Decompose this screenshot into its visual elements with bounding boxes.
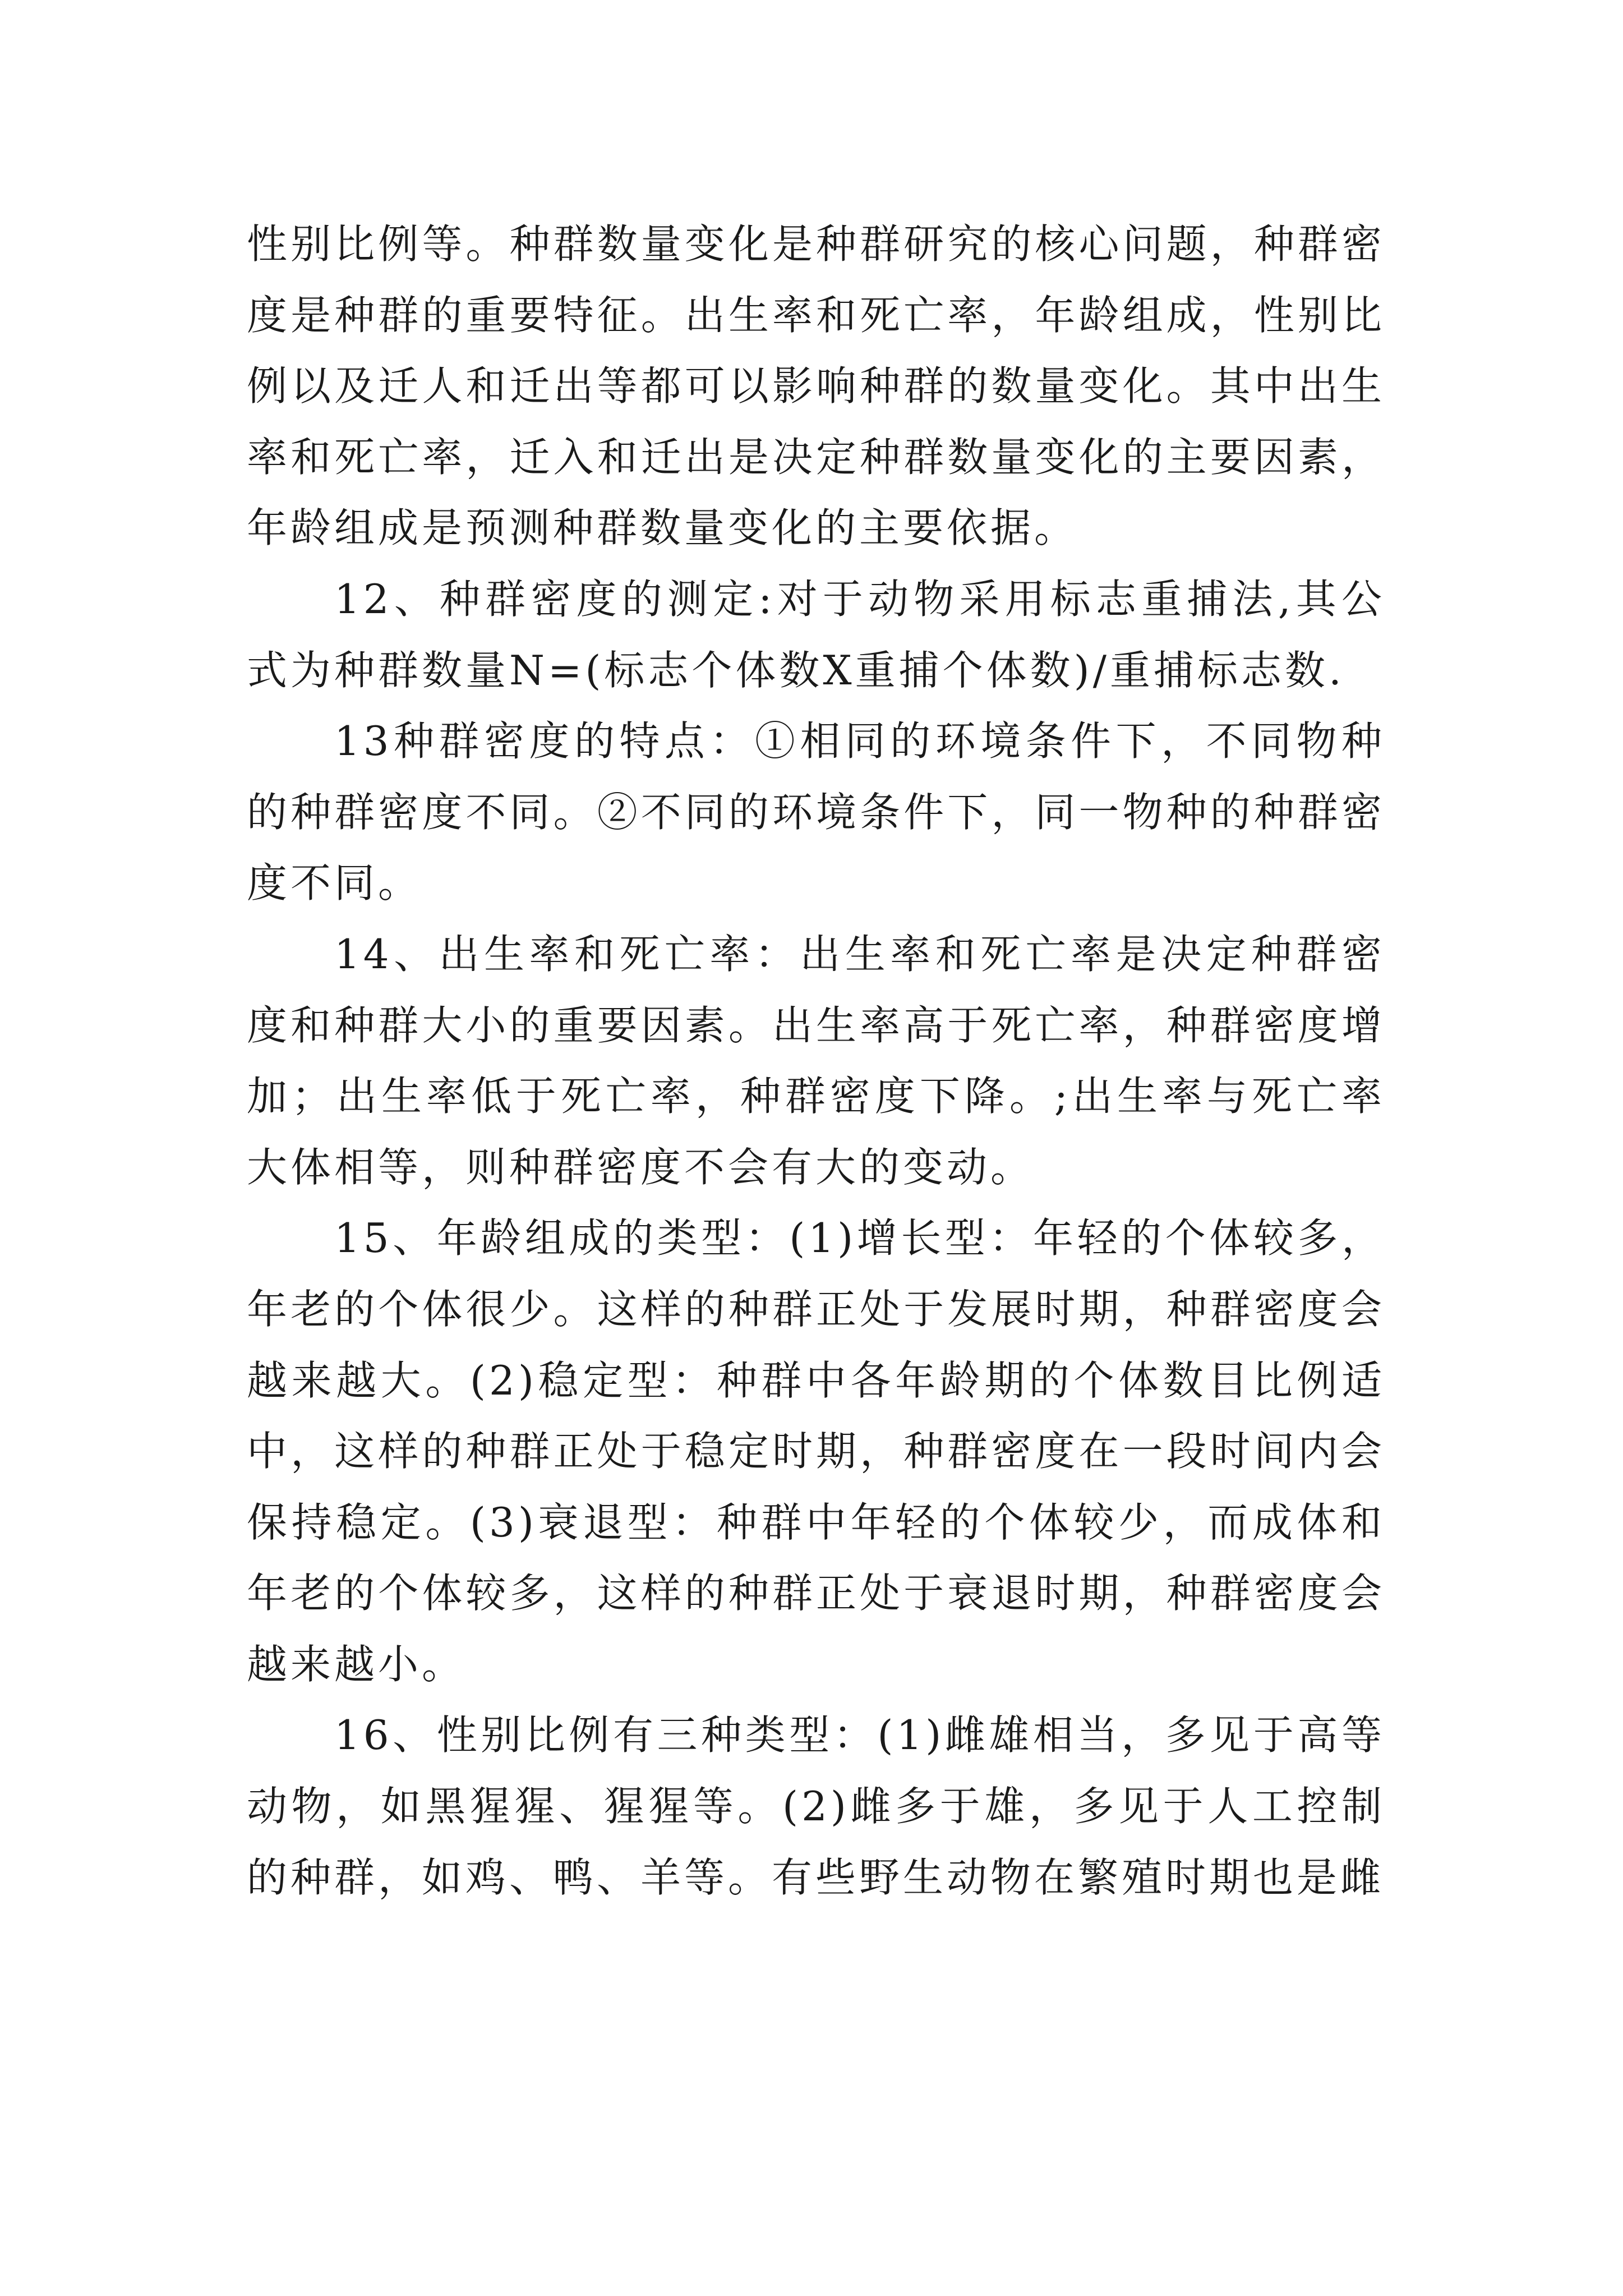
paragraph-15-age-structure: 15、年龄组成的类型：(1)增长型：年轻的个体较多，年老的个体很少。这样的种群正处于发展时期，种群密度会越来越大。(2)稳定型：种群中各年龄期的个体数目比例适中，这样的种群正处于稳定时期，种群密度在一段时间内会保持稳定。(3)衰退型：种群中年轻的个体较少，而成体和年老的个体较多，这样的种群正处于衰退时期，种群密度会越来越小。 [247, 1214, 1385, 1688]
paragraph-population-factors: 性别比例等。种群数量变化是种群研究的核心问题，种群密度是种群的重要特征。出生率和死亡率，年龄组成，性别比例以及迁人和迁出等都可以影响种群的数量变化。其中出生率和死亡率，迁入和迁出是决定种群数量变化的主要因素，年龄组成是预测种群数量变化的主要依据。 [247, 220, 1385, 552]
paragraph-12-density-measurement: 12、种群密度的测定:对于动物采用标志重捕法,其公式为种群数量N=(标志个体数X重捕个体数)/重捕标志数. [247, 575, 1385, 694]
paragraph-16-sex-ratio: 16、性别比例有三种类型：(1)雌雄相当，多见于高等动物，如黑猩猩、猩猩等。(2)雌多于雄，多见于人工控制的种群，如鸡、鸭、羊等。有些野生动物在繁殖时期也是雌 [247, 1711, 1385, 1901]
paragraph-14-birth-death-rate: 14、出生率和死亡率：出生率和死亡率是决定种群密度和种群大小的重要因素。出生率高于死亡率，种群密度增加；出生率低于死亡率，种群密度下降。;出生率与死亡率大体相等，则种群密度不会有大的变动。 [247, 930, 1385, 1191]
document-body [247, 209, 1385, 1913]
paragraph-13-density-features: 13种群密度的特点：①相同的环境条件下，不同物种的种群密度不同。②不同的环境条件下，同一物种的种群密度不同。 [247, 717, 1385, 907]
